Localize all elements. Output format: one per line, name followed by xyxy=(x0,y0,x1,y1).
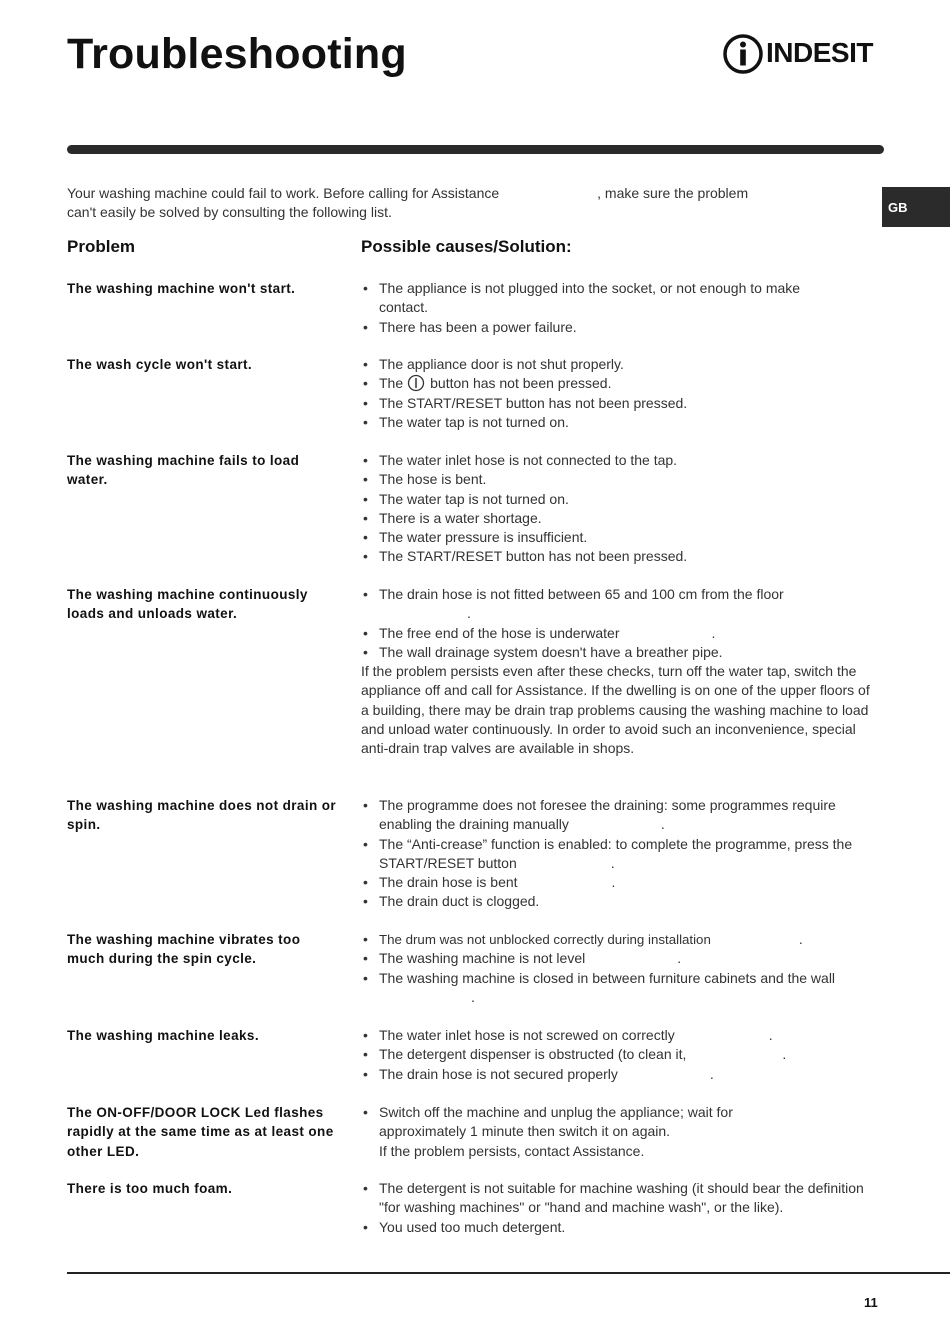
solution-list xyxy=(361,355,876,432)
list-item: • The hose is bent. xyxy=(361,470,876,489)
list-item: • There is a water shortage. xyxy=(361,509,876,528)
page-number: 11 xyxy=(864,1295,878,1310)
solution-list xyxy=(361,451,876,567)
solution-list xyxy=(361,279,876,337)
list-item: • You used too much detergent. xyxy=(361,1218,876,1237)
header-divider xyxy=(67,145,884,154)
list-item: • The water tap is not turned on. xyxy=(361,413,876,432)
solution-list xyxy=(361,1026,876,1084)
list-item: • The water pressure is insufficient. xyxy=(361,528,876,547)
list-item: • The appliance door is not shut properly. xyxy=(361,355,876,374)
list-item: • The free end of the hose is underwater . xyxy=(361,624,876,643)
problem-text: There is too much foam. xyxy=(67,1181,233,1196)
intro-part-2: , make sure the problem xyxy=(597,185,749,201)
indesit-logo-icon xyxy=(722,33,764,75)
list-item: • The button has not been pressed. xyxy=(361,374,876,393)
solution-list xyxy=(361,585,876,759)
list-item: • The water inlet hose is not screwed on correctly . xyxy=(361,1026,876,1045)
language-tab: GB xyxy=(882,187,950,227)
list-item: • Switch off the machine and unplug the appliance; wait for approximately 1 minute then switch it on again. xyxy=(361,1103,876,1142)
list-item: • The drain hose is bent . xyxy=(361,873,876,892)
page-title: Troubleshooting xyxy=(67,30,407,78)
problem-text: The washing machine vibrates too much during the spin cycle. xyxy=(67,932,301,967)
problem-text: The washing machine fails to load water. xyxy=(67,453,300,488)
problem-text: The ON-OFF/DOOR LOCK Led flashes rapidly at the same time as at least one other LED. xyxy=(67,1105,334,1159)
note-text: If the problem persists, contact Assistance. xyxy=(379,1142,645,1159)
brand-name: INDESIT xyxy=(766,37,873,68)
intro-text xyxy=(67,184,847,222)
problem-column-heading: Problem xyxy=(67,237,136,256)
list-item: • The water inlet hose is not connected to the tap. xyxy=(361,451,876,470)
list-item: • The drum was not unblocked correctly during installation . xyxy=(361,930,876,949)
causes-column-heading: Possible causes/Solution: xyxy=(361,237,572,256)
list-item: • The detergent dispenser is obstructed (to clean it, . xyxy=(361,1045,876,1064)
solution-list xyxy=(361,796,876,912)
list-item: • The wall drainage system doesn't have a breather pipe. xyxy=(361,643,876,662)
solution-list xyxy=(361,1179,876,1237)
list-item: • The programme does not foresee the draining: some programmes require enabling the draining manually . xyxy=(361,796,876,835)
intro-part-3: can't easily be solved by consulting the following list. xyxy=(67,204,392,220)
list-item: • The drain hose is not fitted between 65 and 100 cm from the floor . xyxy=(361,585,876,624)
note-text: If the problem persists even after these checks, turn off the water tap, switch the appliance off and call for Assistance. If the dwelling is on one of the upper floors of a building, there may be drain trap problems causing the washing machine to load and unload water continuously. In order to avoid such an inconvenience, special anti-drain trap valves are available in shops. xyxy=(361,663,870,757)
list-item: • The START/RESET button has not been pressed. xyxy=(361,547,876,566)
list-item: • The appliance is not plugged into the socket, or not enough to make contact. xyxy=(361,279,876,318)
list-item: • The drain hose is not secured properly . xyxy=(361,1065,876,1084)
problem-text: The washing machine won't start. xyxy=(67,281,296,296)
list-item: • There has been a power failure. xyxy=(361,318,876,337)
list-item: • The washing machine is closed in between furniture cabinets and the wall. xyxy=(361,969,876,1008)
problem-text: The washing machine leaks. xyxy=(67,1028,259,1043)
solution-list xyxy=(361,930,876,1007)
intro-part-1: Your washing machine could fail to work. Before calling for Assistance xyxy=(67,185,500,201)
problem-text: The washing machine continuously loads and unloads water. xyxy=(67,587,308,622)
brand-logo xyxy=(722,33,887,75)
list-item: • The washing machine is not level . xyxy=(361,949,876,968)
list-item: • The “Anti-crease” function is enabled: to complete the programme, press the START/RESET button . xyxy=(361,835,876,874)
problem-text: The washing machine does not drain or spin. xyxy=(67,798,337,833)
list-item: • The detergent is not suitable for machine washing (it should bear the definition "for washing machines" or "hand and machine wash", or the like). xyxy=(361,1179,876,1218)
problem-text: The wash cycle won't start. xyxy=(67,357,253,372)
solution-list xyxy=(361,1103,876,1161)
list-item: • The drain duct is clogged. xyxy=(361,892,876,911)
power-icon xyxy=(406,374,426,392)
list-item: • The START/RESET button has not been pressed. xyxy=(361,394,876,413)
footer-divider xyxy=(67,1272,950,1274)
list-item: • The water tap is not turned on. xyxy=(361,490,876,509)
